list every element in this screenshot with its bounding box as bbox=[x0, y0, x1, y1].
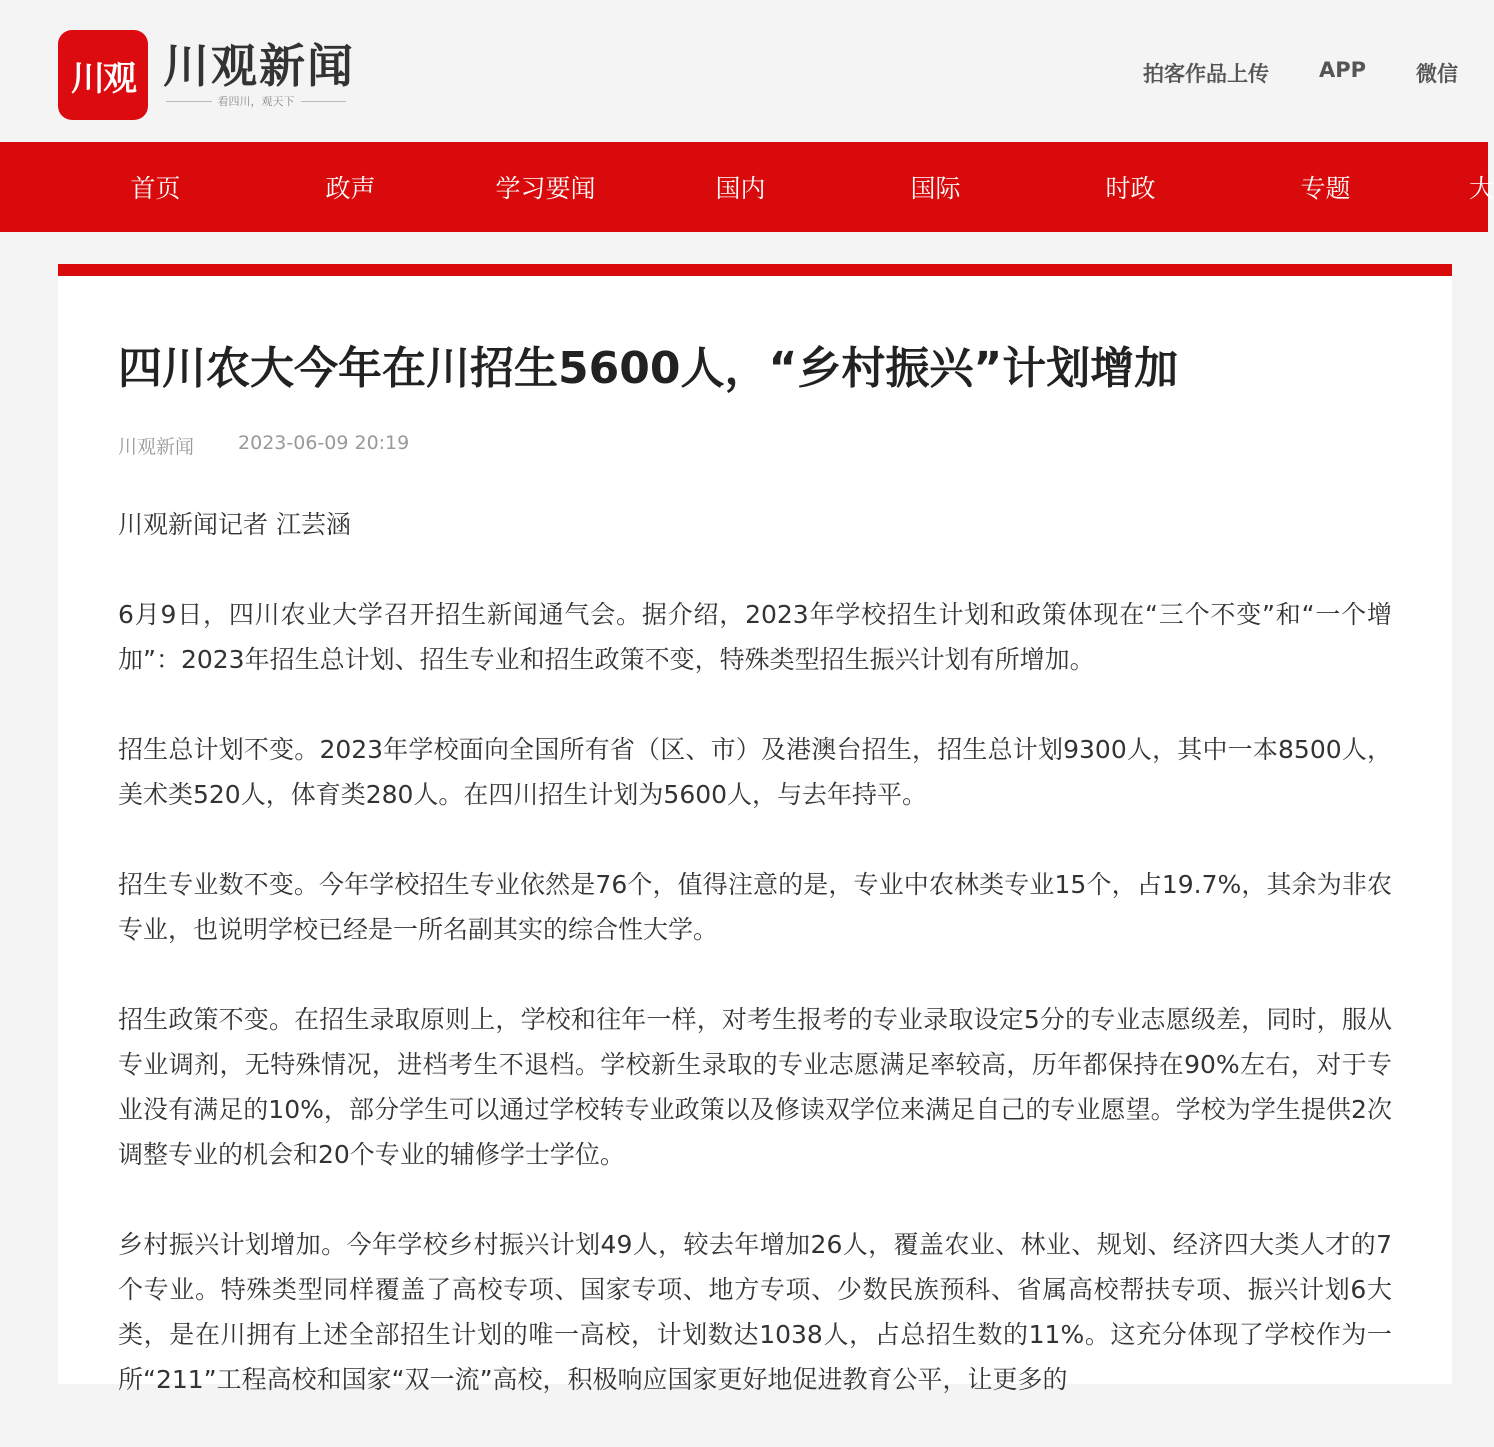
nav-item-zhengsheng[interactable]: 政声 bbox=[325, 174, 376, 203]
slogan-text: 看四川，观天下 bbox=[217, 95, 295, 108]
upload-link[interactable]: 拍客作品上传 bbox=[1142, 62, 1269, 86]
nav-item-study-news[interactable]: 学习要闻 bbox=[495, 174, 596, 203]
article-title: 四川农大今年在川招生5600人，“乡村振兴”计划增加 bbox=[118, 343, 1179, 394]
nav-item-special[interactable]: 专题 bbox=[1300, 174, 1351, 203]
nav-item-more-label: 大 bbox=[1468, 174, 1494, 203]
top-links bbox=[1143, 58, 1458, 88]
article-card bbox=[58, 264, 1452, 1394]
logo-mark[interactable]: 川观 bbox=[58, 30, 148, 120]
main-nav bbox=[0, 142, 1494, 232]
article-paragraph: 招生总计划不变。2023年学校面向全国所有省（区、市）及港澳台招生，招生总计划9300人，其中一本8500人，美术类520人，体育类280人。在四川招生计划为5600人，与去年持平。 bbox=[118, 735, 1392, 809]
article-paragraph: 6月9日，四川农业大学召开招生新闻通气会。据介绍，2023年学校招生计划和政策体现在“三个不变”和“一个增加”：2023年招生总计划、招生专业和招生政策不变，特殊类型招生振兴计划有所增加。 bbox=[118, 600, 1392, 674]
site-header bbox=[0, 0, 1488, 142]
wechat-link[interactable]: 微信 bbox=[1416, 62, 1458, 86]
article-body bbox=[118, 502, 1392, 1447]
nav-item-international[interactable]: 国际 bbox=[910, 174, 961, 203]
article-time: 2023-06-09 20:19 bbox=[238, 432, 410, 454]
nav-item-domestic[interactable]: 国内 bbox=[715, 174, 766, 203]
article-paragraph: 乡村振兴计划增加。今年学校乡村振兴计划49人，较去年增加26人，覆盖农业、林业、规划、经济四大类人才的7个专业。特殊类型同样覆盖了高校专项、国家专项、地方专项、少数民族预科、省属高校帮扶专项、振兴计划6大类，是在川拥有上述全部招生计划的唯一高校，计划数达1038人，占总招生数的11%。这充分体现了学校作为一所“211”工程高校和国家“双一流”高校，积极响应国家更好地促进教育公平，让更多的 bbox=[118, 1230, 1392, 1394]
article-paragraph: 招生政策不变。在招生录取原则上，学校和往年一样，对考生报考的专业录取设定5分的专业志愿级差，同时，服从专业调剂，无特殊情况，进档考生不退档。学校新生录取的专业志愿满足率较高，历年都保持在90%左右，对于专业没有满足的10%，部分学生可以通过学校转专业政策以及修读双学位来满足自己的专业愿望。学校为学生提供2次调整专业的机会和20个专业的辅修学士学位。 bbox=[118, 1005, 1392, 1169]
article-paragraph: 招生专业数不变。今年学校招生专业依然是76个，值得注意的是，专业中农林类专业15个，占19.7%，其余为非农专业，也说明学校已经是一所名副其实的综合性大学。 bbox=[118, 870, 1392, 944]
logo-slogan bbox=[166, 93, 346, 109]
nav-item-politics[interactable]: 时政 bbox=[1105, 174, 1156, 203]
article-byline: 川观新闻记者 江芸涵 bbox=[118, 510, 351, 539]
slogan-divider-right bbox=[301, 101, 347, 102]
logo-name[interactable]: 川观新闻 bbox=[163, 39, 355, 93]
nav-item-more[interactable] bbox=[1423, 142, 1494, 232]
article-meta bbox=[118, 432, 409, 459]
slogan-divider-left bbox=[166, 101, 212, 102]
article-source: 川观新闻 bbox=[118, 436, 195, 458]
app-link[interactable]: APP bbox=[1318, 58, 1366, 82]
nav-item-home[interactable]: 首页 bbox=[130, 174, 181, 203]
